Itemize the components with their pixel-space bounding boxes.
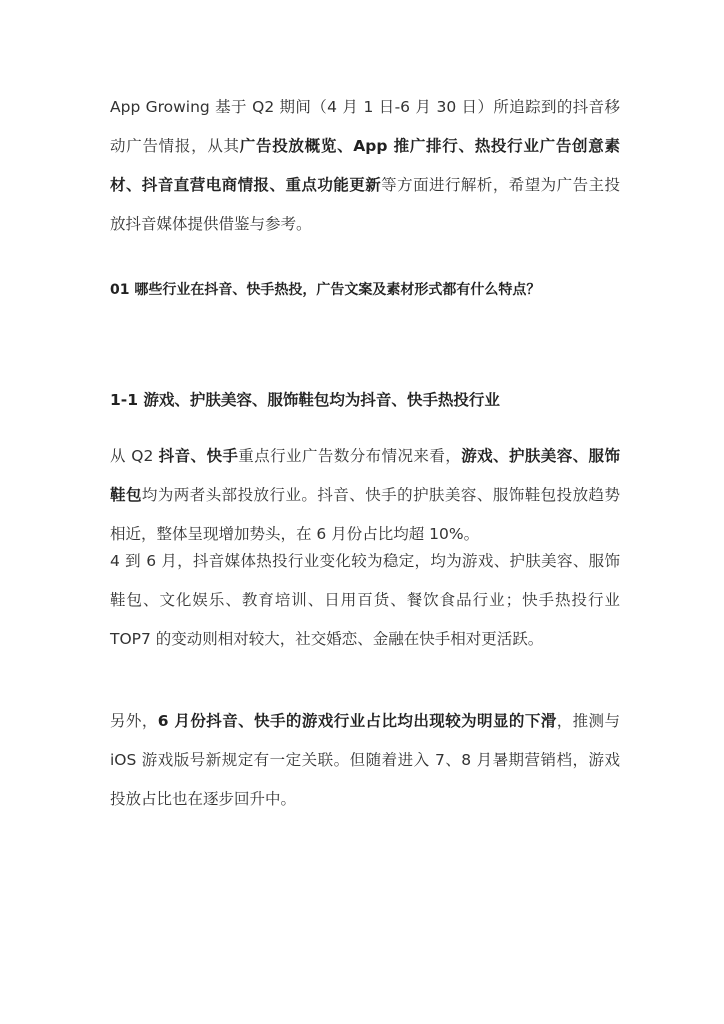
- paragraph-trend-changes: 4 到 6 月，抖音媒体热投行业变化较为稳定，均为游戏、护肤美容、服饰鞋包、文化娱乐、教育培训、日用百货、餐饮食品行业；快手热投行业 TOP7 的变动则相对较大，社交婚恋、金融在快手相对更活跃。: [110, 552, 620, 648]
- p3-bold-1: 6 月份抖音、快手的游戏行业占比均出现较为明显的下滑: [157, 712, 557, 730]
- p1-text-2: 重点行业广告数分布情况来看，: [238, 447, 462, 465]
- p3-text-2: ，推测与 iOS 游戏版号新规定有一定关联。但随着进入 7、8 月暑期营销档，游戏投放占比也在逐步回升中。: [110, 712, 620, 808]
- p1-text-3: 均为两者头部投放行业。抖音、快手的护肤美容、服饰鞋包投放趋势相近，整体呈现增加势头，在 6 月份占比均超 10%。: [110, 486, 620, 543]
- section-heading: 1-1 游戏、护肤美容、服饰鞋包均为抖音、快手热投行业: [110, 391, 500, 409]
- p1-bold-1: 抖音、快手: [158, 447, 239, 465]
- p1-text-1: 从 Q2: [110, 447, 159, 465]
- intro-text-1: App Growing 基于 Q2 期间（4 月 1 日-6 月 30 日）所追踪到的抖音移动广告情报，从其: [110, 98, 620, 155]
- intro-bold-topics: 广告投放概览、App 推广排行、热投行业广告创意素材、抖音直营电商情报、重点功能更新: [110, 137, 620, 194]
- intro-text-2: 等方面进行解析，希望为广告主投放抖音媒体提供借鉴与参考。: [110, 176, 620, 233]
- question-heading: 01 哪些行业在抖音、快手热投，广告文案及素材形式都有什么特点？: [110, 282, 541, 298]
- paragraph-industry-distribution: [110, 437, 620, 554]
- p1-bold-2: 游戏、护肤美容、服饰鞋包: [110, 447, 620, 504]
- intro-paragraph: [110, 88, 620, 244]
- p3-text-1: 另外，: [110, 712, 158, 730]
- paragraph-game-decline: [110, 702, 620, 819]
